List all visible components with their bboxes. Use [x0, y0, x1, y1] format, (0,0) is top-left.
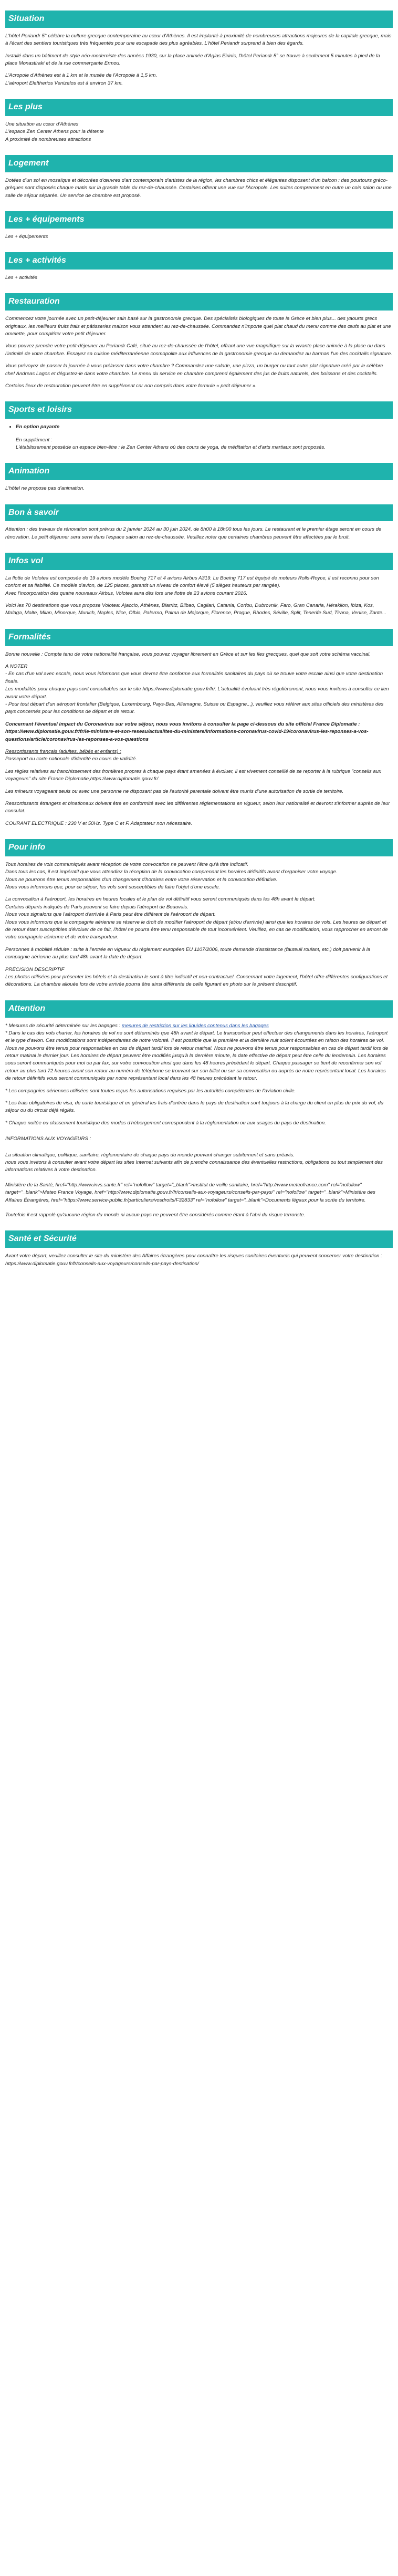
formalites-paragraph: - Pour tout départ d'un aéroport frontalier (Belgique, Luxembourg, Pays-Bas, Allemagne, Suisse ou Espagne...), veuillez vous référer aux sites officiels des ministères des pays concernés pour les conditions de départ et de retour.	[5, 701, 384, 715]
attention-links-paragraph[interactable]: Ministère de la Santé, href="http://www.invs.sante.fr" rel="nofollow" target="_blank">Institut de veille sanitaire, href="http://www.meteofrance.com" rel="nofollow" target="_blank">Meteo France Voyage, href="http://www.diplomatie.gouv.fr/fr/conseils-aux-voyageurs/conseils-par-pays/" rel="nofollow" target="_blank">Ministère des Affaires Étrangères, href="https://www.service-public.fr/particuliers/vosdroits/F32833" rel="nofollow" target="_blank">Documents légaux pour la sortie du territoire.	[5, 1182, 375, 1203]
formalites-electric: COURANT ELECTRIQUE : 230 V et 50Hz. Type C et F. Adaptateur non nécessaire.	[5, 820, 193, 826]
restauration-title: Restauration	[5, 293, 393, 311]
infos-vol-paragraph: Voici les 70 destinations que vous propose Volotea: Ajaccio, Athènes, Biarritz, Bilbao, Cagliari, Catania, Corfou, Dubrovnik, Faro, Gran Canaria, Héraklion, Ibiza, Kos, Malaga, Malte, Milan, Minorque, Munich, Naples, Nice, Olbia, Palermo, Palma de Majorque, Florence, Prague, Rhodes, Séville, Split, Tenerife Sud, Tirana, Venise, Zante...	[5, 603, 387, 616]
formalites-paragraph: - En cas d'un vol avec escale, nous vous informons que vous devrez être conforme aux formalités sanitaires du pays où se trouve votre escale ainsi que votre destination finale.	[5, 671, 383, 685]
page	[0, 0, 398, 1268]
bon-savoir-section	[5, 504, 393, 542]
pour-info-paragraph: Tous horaires de vols communiqués avant réception de votre convocation ne peuvent l'être qu'à titre indicatif.	[5, 861, 249, 867]
pour-info-paragraph: La convocation à l'aéroport, les horaires en heures locales et le plan de vol définitif vous seront communiqués dans les 48h avant le départ.	[5, 896, 316, 903]
formalites-covid-heading: Concernant l'éventuel impact du Coronavirus sur votre séjour, nous vous invitons à consulter la page ci-dessous du site officiel France Diplomatie :	[5, 721, 360, 727]
sports-title: Sports et loisirs	[5, 401, 393, 419]
formalites-note-heading: A NOTER	[5, 664, 28, 670]
logement-paragraph: Dotées d'un sol en mosaïque et décorées d'œuvres d'art contemporain d'artistes de la région, les chambres chics et élégantes disposent d'un balcon : des pourtours gréco-grèques sont disposés chaque matin sur la grande table du rez-de-chaussée. Certaines offrent une vue sur l'Acropole. Les suites comprennent en outre un coin salon ou une salle de séjour séparée. Un service de chambre est proposé.	[5, 177, 392, 199]
attention-paragraph: * Les compagnies aériennes utilisées sont toutes reçus les autorisations requises par les autorités compétentes de l'aviation civile.	[5, 1088, 296, 1094]
pour-info-section	[5, 839, 393, 989]
pour-info-paragraph: Nous ne pourrons être tenus responsables d'un changement d'horaires entre votre réservation et la convocation définitive.	[5, 876, 278, 883]
sante-title: Santé et Sécurité	[5, 1230, 393, 1248]
animation-title: Animation	[5, 463, 393, 480]
situation-paragraph: L'aéroport Eleftherios Venizelos est à environ 37 km.	[5, 80, 123, 86]
pour-info-paragraph: Les photos utilisées pour présenter les hôtels et la destination le sont à titre indicatif et non-contractuel. Concernant votre logement, l'hôtel offre différentes configurations et décorations. La chambre allouée lors de votre arrivée pourra être ainsi différente de celle figurant en photo sur le présent descriptif.	[5, 974, 388, 988]
bon-savoir-title: Bon à savoir	[5, 504, 393, 522]
infos-vol-paragraph: La flotte de Volotea est composée de 19 avions modèle Boeing 717 et 4 avions Airbus A319. Le Boeing 717 est équipé de moteurs Rolls-Royce, il est reconnu pour son confort et sa fiabilité. Ce modèle d'avion, de 125 places, garantit un niveau de confort élevé (5 sièges hauteurs par rangée).	[5, 575, 379, 589]
attention-paragraph: * Dans le cas des vols charter, les horaires de vol ne sont déterminés que 48h avant le départ. Le transporteur peut effectuer des changements dans les horaires, l'aéroport et le type d'avion. Ces modifications sont indépendantes de notre volonté. Il est possible que la première et la dernière nuit soient écourtées en raison des horaires de vol. Nous ne pouvons être tenus pour responsables en cas de départ tardif lors de retour matinal. Nous ne pouvons être tenus pour responsables en cas de départ tardif lors de retour matinal le dernier jour. Les horaires de départ peuvent être modifiés jusqu'à la dernière minute, la date effective de départ peut être celle du lendemain. Les horaires sous seront communiqués pour moi ou par fax, sur votre convocation ainsi que dans les 48 heures précédant le départ. Chaque passager se tient de reconfirmer son vol retour au plus tard 72 heures avant son retour au numéro de téléphone se trouvant sur son billet ou sur sa convocation ou auprès de notre représentant local. Les horaires de retour définitifs vous seront communiqués par notre représentant local dans les 48 heures précédant le retour.	[5, 1030, 389, 1082]
restauration-paragraph: Certains lieux de restauration peuvent être en supplément car non compris dans votre formule « petit déjeuner ».	[5, 382, 257, 389]
formalites-paragraph: Bonne nouvelle : Compte tenu de votre nationalité française, vous pouvez voyager librement en Grèce et sur les îles grecques, quel que soit votre schéma vaccinal.	[5, 651, 371, 657]
formalites-paragraph: Les modalités pour chaque pays sont consultables sur le site https://www.diplomatie.gouv.fr/fr/. L'actualité évoluant très régulièrement, nous vous invitons à consulter ce lien avant votre départ.	[5, 686, 389, 700]
logement-title: Logement	[5, 155, 393, 172]
plus-equipements-title: Les + équipements	[5, 211, 393, 229]
attention-section	[5, 1000, 393, 1219]
attention-paragraph: * Les frais obligatoires de visa, de carte touristique et en général les frais d'entrée dans le pays de destination sont toujours à la charge du client en plus du prix du vol, du séjour ou du circuit déjà réglés.	[5, 1100, 384, 1114]
formalites-title: Formalités	[5, 629, 393, 646]
attention-paragraph: nous vous invitons à consulter avant votre départ les sites Internet suivants afin de prendre connaissance des éventuelles restrictions, obligations ou tout simplement des informations relatives à votre destination.	[5, 1160, 383, 1173]
pour-info-title: Pour info	[5, 839, 393, 856]
sports-option-item: • En option payante	[16, 423, 393, 431]
situation-section	[5, 11, 393, 87]
sante-section	[5, 1230, 393, 1268]
plus-equipements-text: Les + équipements	[5, 233, 48, 240]
sante-paragraph: Avant votre départ, veuillez consulter le site du ministère des Affaires étrangères pour connaître les risques sanitaires éventuels qui peuvent concerner votre destination : https://www.diplomatie.gouv.fr/fr/conseils-aux-voyageurs/conseils-par-pays-destination/	[5, 1253, 382, 1267]
logement-section	[5, 155, 393, 200]
attention-paragraph	[5, 1022, 393, 1030]
formalites-paragraph: Ressortissants étrangers et binationaux doivent être en conformité avec les différentes réglementations en vigueur, selon leur nationalité et devront s'informer auprès de leur consulat.	[5, 800, 390, 814]
attention-paragraph: * Chaque nuitée ou classement touristique des modes d'hébergement correspondent à la réglementation ou aux usages du pays de destination.	[5, 1120, 326, 1126]
attention-text: * Mesures de sécurité déterminée sur les bagages :	[5, 1022, 121, 1029]
pour-info-paragraph: Dans tous les cas, il est impératif que vous attendiez la réception de la convocation comprenant les horaires définitifs avant d'organiser votre voyage.	[5, 869, 338, 875]
situation-paragraph: L'hôtel Periandr 5° célèbre la culture grecque contemporaine au cœur d'Athènes. Il est implanté à proximité de nombreuses attractions majeures de la capitale grecque, mais à l'écart des sentiers touristiques très fréquentés pour une escapade des plus agréables. L'hôtel Periandr surprend à bien des égards.	[5, 33, 392, 47]
plus-item: Une situation au cœur d'Athènes	[5, 121, 79, 127]
plus-equipements-section	[5, 211, 393, 241]
plus-activites-title: Les + activités	[5, 252, 393, 270]
plus-title: Les plus	[5, 99, 393, 116]
pour-info-paragraph: Personnes à mobilité réduite : suite à l'entrée en vigueur du règlement européen EU 1107/2006, toute demande d'assistance (fauteuil roulant, etc.) doit parvenir à la compagnie aérienne au plus tard 48h avant la date de départ.	[5, 946, 371, 960]
situation-title: Situation	[5, 11, 393, 28]
formalites-paragraph: Les règles relatives au franchissement des frontières propres à chaque pays étant amenées à évoluer, il est vivement conseillé de se reporter à la rubrique "conseils aux voyageurs" du site France Diplomatie,https://www.diplomatie.gouv.fr/	[5, 768, 381, 782]
pour-info-paragraph: Nous vous informons que la compagnie aérienne se réserve le droit de modifier l'aéroport de départ (et/ou d'arrivée) ainsi que les horaires de vols. Les heures de départ et de retour étant susceptibles d'évoluer de ce fait, l'hôtel ne pourra être tenu responsable de tout inconvénient. Veuillez, en cas de modification, vous rapprocher en amont de votre compagnie aérienne et de votre transporteur.	[5, 919, 388, 940]
sports-paragraph: En supplément :	[16, 437, 53, 443]
infos-vol-section	[5, 553, 393, 617]
plus-item: L'espace Zen Center Athens pour la détente	[5, 129, 104, 135]
pour-info-paragraph: Certains départs indiqués de Paris peuvent se faire depuis l'aéroport de Beauvais.	[5, 904, 189, 910]
pour-info-descriptif-heading: PRÉCISION DESCRIPTIF	[5, 966, 65, 973]
situation-paragraph: L'Acropole d'Athènes est à 1 km et le musée de l'Acropole à 1,5 km.	[5, 73, 158, 79]
pour-info-paragraph: Nous vous signalons que l'aéroport d'arrivée à Paris peut être différent de l'aéroport de départ.	[5, 912, 216, 918]
formalites-paragraph: Les mineurs voyageant seuls ou avec une personne ne disposant pas de l'autorité parentale doivent être munis d'une autorisation de sortie de territoire.	[5, 788, 344, 794]
plus-activites-section	[5, 252, 393, 282]
restauration-paragraph: Commencez votre journée avec un petit-déjeuner sain basé sur la gastronomie grecque. Des spécialités biologiques de toute la Grèce et bien plus... des yaourts grecs originaux, les meilleurs fruits frais et pâtisseries maison vous attendent au rez-de-chaussée. Commandez n'importe quel plat chaud du menu comme des œufs au plat et une omelette, pour compléter votre petit déjeuner.	[5, 316, 391, 337]
infos-vol-paragraph: Avec l'incorporation des quatre nouveaux Airbus, Volotea aura dès lors une flotte de 23 avions courant 2016.	[5, 590, 248, 596]
plus-section	[5, 99, 393, 143]
plus-item: A proximité de nombreuses attractions	[5, 136, 91, 142]
pour-info-paragraph: Nous vous informons que, pour ce séjour, les vols sont susceptibles de faire l'objet d'une escale.	[5, 884, 220, 891]
formalites-covid-link[interactable]: https://www.diplomatie.gouv.fr/fr/le-ministere-et-son-reseau/actualites-du-ministere/informations-coronavirus-covid-19/coronavirus-les-reponses-a-vos-questions/article/coronavirus-les-reponses-a-vos-questions	[5, 729, 369, 742]
animation-section	[5, 463, 393, 492]
formalites-paragraph: Passeport ou carte nationale d'identité en cours de validité.	[5, 756, 137, 762]
infos-vol-title: Infos vol	[5, 553, 393, 570]
bon-savoir-text: Attention : des travaux de rénovation sont prévus du 2 janvier 2024 au 30 juin 2024, de 8h00 à 18h00 tous les jours. Le restaurant et le premier étage seront en cours de rénovation. Le petit déjeuner sera servi dans l'espace salon au rez-de-chaussée. Veuillez noter que certaines chambres peuvent être affectées par le bruit.	[5, 526, 382, 540]
sports-section	[5, 401, 393, 451]
attention-title: Attention	[5, 1000, 393, 1018]
attention-paragraph: Toutefois il est rappelé qu'aucune région du monde ni aucun pays ne peuvent être considérés comme étant à l'abri du risque terroriste.	[5, 1212, 306, 1218]
restauration-paragraph: Vous prévoyez de passer la journée à vous prélasser dans votre chambre ? Commandez une salade, une pizza, un burger ou tout autre plat signature créé par le célèbre chef Andreas Lagos et dégustez-le dans votre chambre. Le menu du service en chambre comprend également des jus de fruits naturels, des boissons et des cocktails.	[5, 363, 383, 377]
plus-activites-text: Les + activités	[5, 275, 38, 281]
formalites-section	[5, 629, 393, 827]
situation-paragraph: Installé dans un bâtiment de style néo-moderniste des années 1930, sur la place animée d'Agias Eirinis, l'hôtel Periandr 5° se trouve à seulement 5 minutes à pied de la place Monastiraki et de la rue commerçante Ermou.	[5, 53, 380, 66]
animation-text: L'hôtel ne propose pas d'animation.	[5, 485, 85, 492]
restauration-section	[5, 293, 393, 390]
restauration-paragraph: Vous pouvez prendre votre petit-déjeuner au Periandr Café, situé au rez-de-chaussée de l'hôtel, offrant une vue magnifique sur la vivante place animée à la place ou dans l'intimité de votre chambre. Essayez sa cuisine méditerranéenne cosmopolite aux influences de la gastronomie grecque ou demandez au barman l'un des cocktails signature.	[5, 343, 392, 357]
attention-paragraph: La situation climatique, politique, sanitaire, réglementaire de chaque pays du monde pouvant changer subitement et sans préavis.	[5, 1152, 295, 1158]
sports-paragraph: L'établissement possède un espace bien-être : le Zen Center Athens où des cours de yoga, de méditation et d'arts martiaux sont proposés.	[16, 444, 326, 450]
liquids-restriction-link[interactable]: mesures de restriction sur les liquides contenus dans les bagages	[121, 1022, 269, 1029]
formalites-paragraph: Ressortissants français (adultes, bébés et enfants) :	[5, 748, 121, 754]
attention-voyageurs-heading: INFORMATIONS AUX VOYAGEURS :	[5, 1136, 91, 1142]
